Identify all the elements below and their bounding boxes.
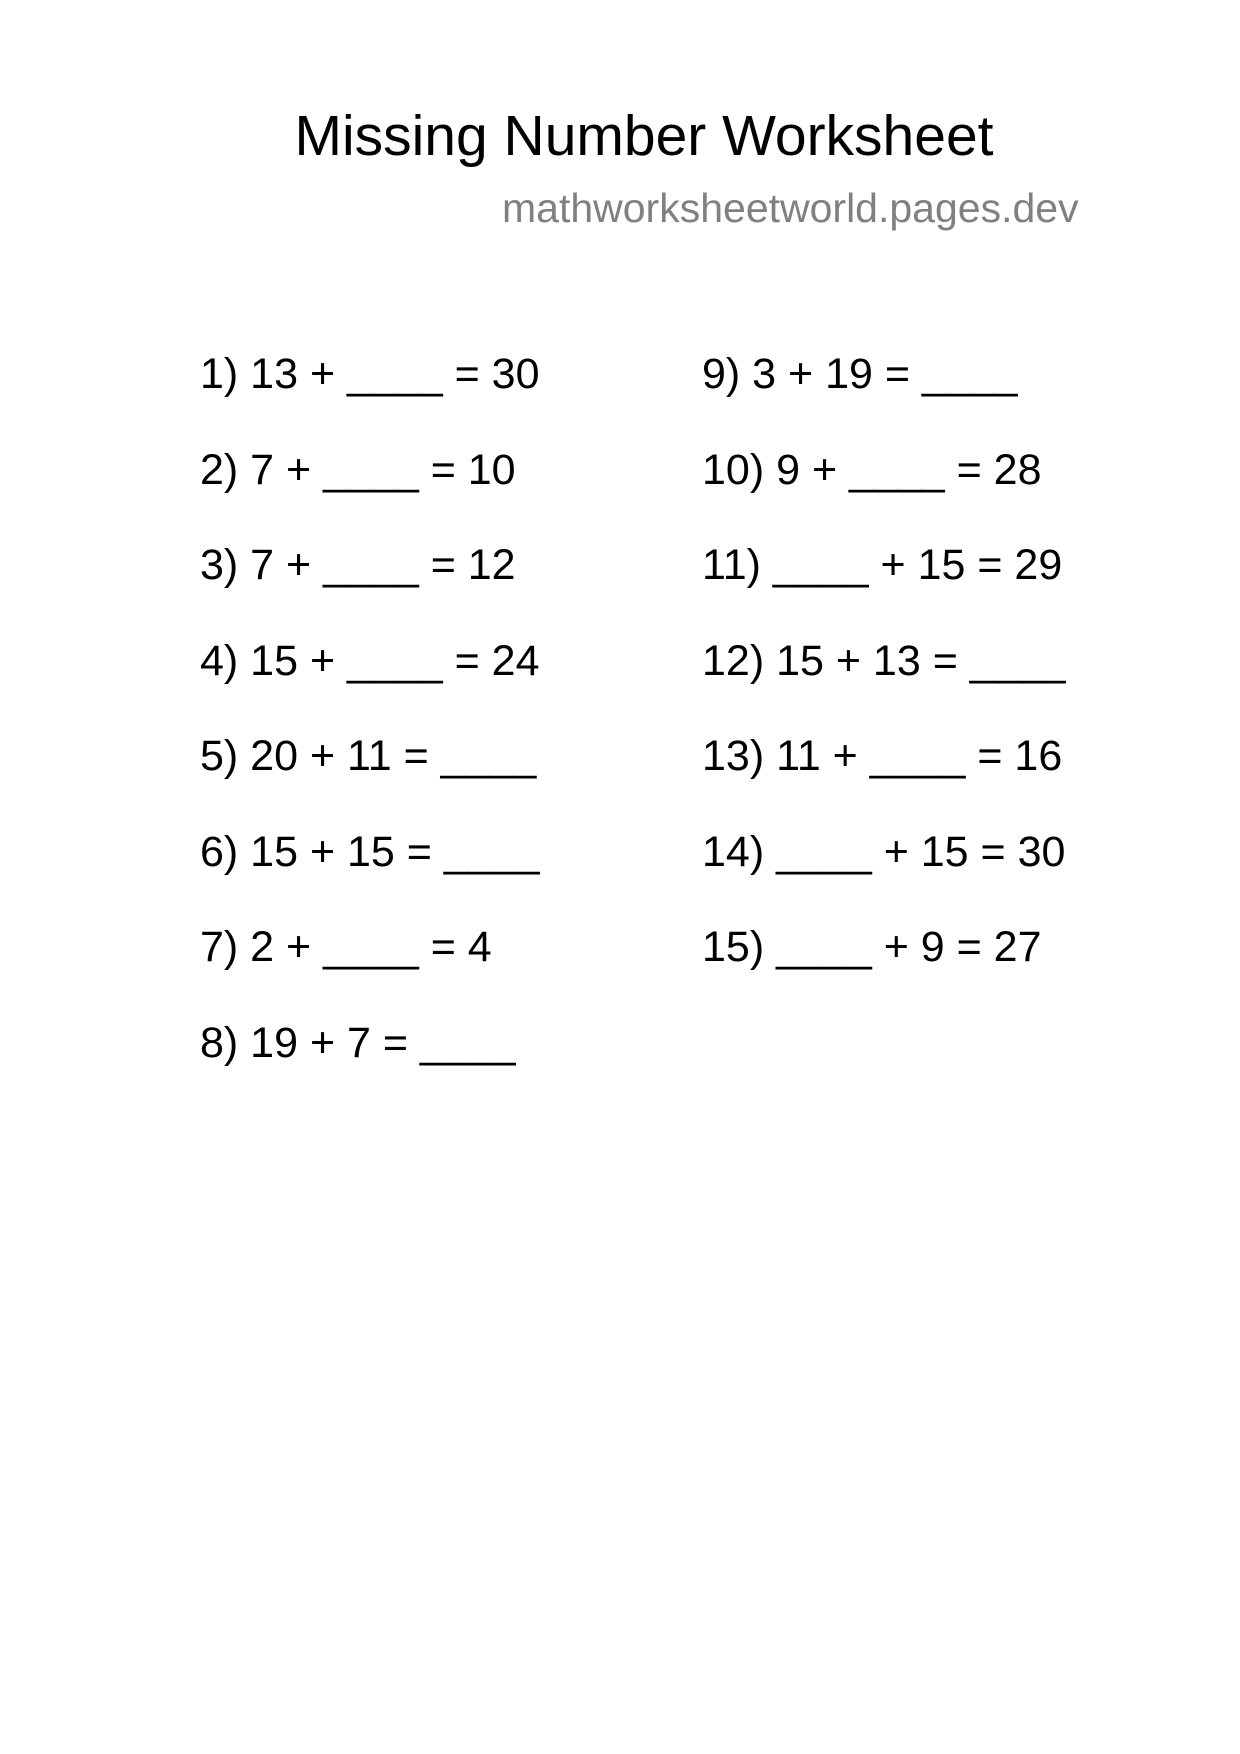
- problem-item: 6) 15 + 15 = ____: [200, 827, 540, 876]
- problem-item: 10) 9 + ____ = 28: [702, 445, 1042, 494]
- problem-item: 9) 3 + 19 = ____: [702, 350, 1018, 398]
- problem-item: 15) ____ + 9 = 27: [702, 923, 1042, 971]
- problem-item: 14) ____ + 15 = 30: [702, 827, 1066, 876]
- problem-item: 1) 13 + ____ = 30: [200, 350, 540, 398]
- problem-item: 4) 15 + ____ = 24: [200, 636, 540, 685]
- problem-item: 13) 11 + ____ = 16: [702, 732, 1063, 780]
- problem-item: 11) ____ + 15 = 29: [702, 541, 1063, 589]
- problem-column-right: [702, 349, 1065, 1018]
- problem-item: 8) 19 + 7 = ____: [200, 1018, 516, 1067]
- source-url: mathworksheetworld.pages.dev: [502, 185, 1079, 231]
- worksheet-title: Missing Number Worksheet: [294, 104, 994, 168]
- problem-item: 12) 15 + 13 = ____: [702, 636, 1066, 685]
- problem-item: 3) 7 + ____ = 12: [200, 541, 516, 589]
- problem-item: 2) 7 + ____ = 10: [200, 445, 516, 494]
- problem-item: 5) 20 + 11 = ____: [200, 732, 537, 780]
- problem-item: 7) 2 + ____ = 4: [200, 923, 492, 971]
- problem-column-left: [200, 349, 540, 1113]
